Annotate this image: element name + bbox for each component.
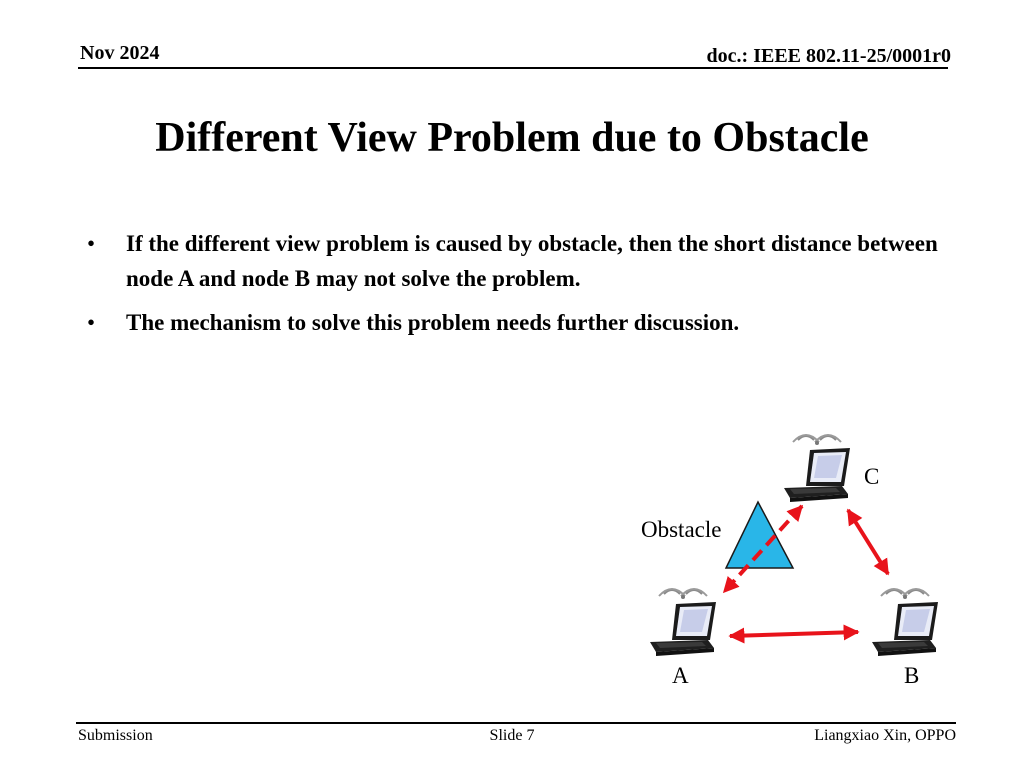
laptop-icon-c <box>784 435 850 502</box>
header-doc-id: doc.: IEEE 802.11-25/0001r0 <box>706 45 951 67</box>
laptop-icon-a <box>650 589 716 656</box>
bullet-symbol: • <box>87 310 96 335</box>
bullet-item <box>84 305 954 340</box>
node-label-b: B <box>904 663 920 688</box>
bullet-item <box>84 226 954 296</box>
bullet-list <box>84 226 954 349</box>
footer-author: Liangxiao Xin, OPPO <box>814 727 956 744</box>
header-date: Nov 2024 <box>80 42 160 64</box>
footer-submission: Submission <box>78 727 153 744</box>
node-label-c: C <box>864 464 880 489</box>
bullet-text: If the different view problem is caused by obstacle, then the short distance between node A and node B may not solve the problem. <box>126 231 938 291</box>
node-label-a: A <box>672 663 689 688</box>
network-diagram <box>620 420 960 700</box>
diagram-canvas <box>620 420 960 700</box>
link-arrow-a-b <box>730 632 858 636</box>
slide-title: Different View Problem due to Obstacle <box>155 115 869 161</box>
bullet-symbol: • <box>87 231 96 256</box>
footer-slide-number: Slide 7 <box>489 727 535 744</box>
obstacle-label: Obstacle <box>641 517 722 542</box>
bullet-text: The mechanism to solve this problem needs further discussion. <box>126 310 740 335</box>
footer-divider <box>76 722 956 724</box>
obstacle-triangle <box>726 502 793 568</box>
laptop-icon-b <box>872 589 938 656</box>
link-arrow-b-c <box>848 510 888 574</box>
header-divider <box>78 67 948 69</box>
